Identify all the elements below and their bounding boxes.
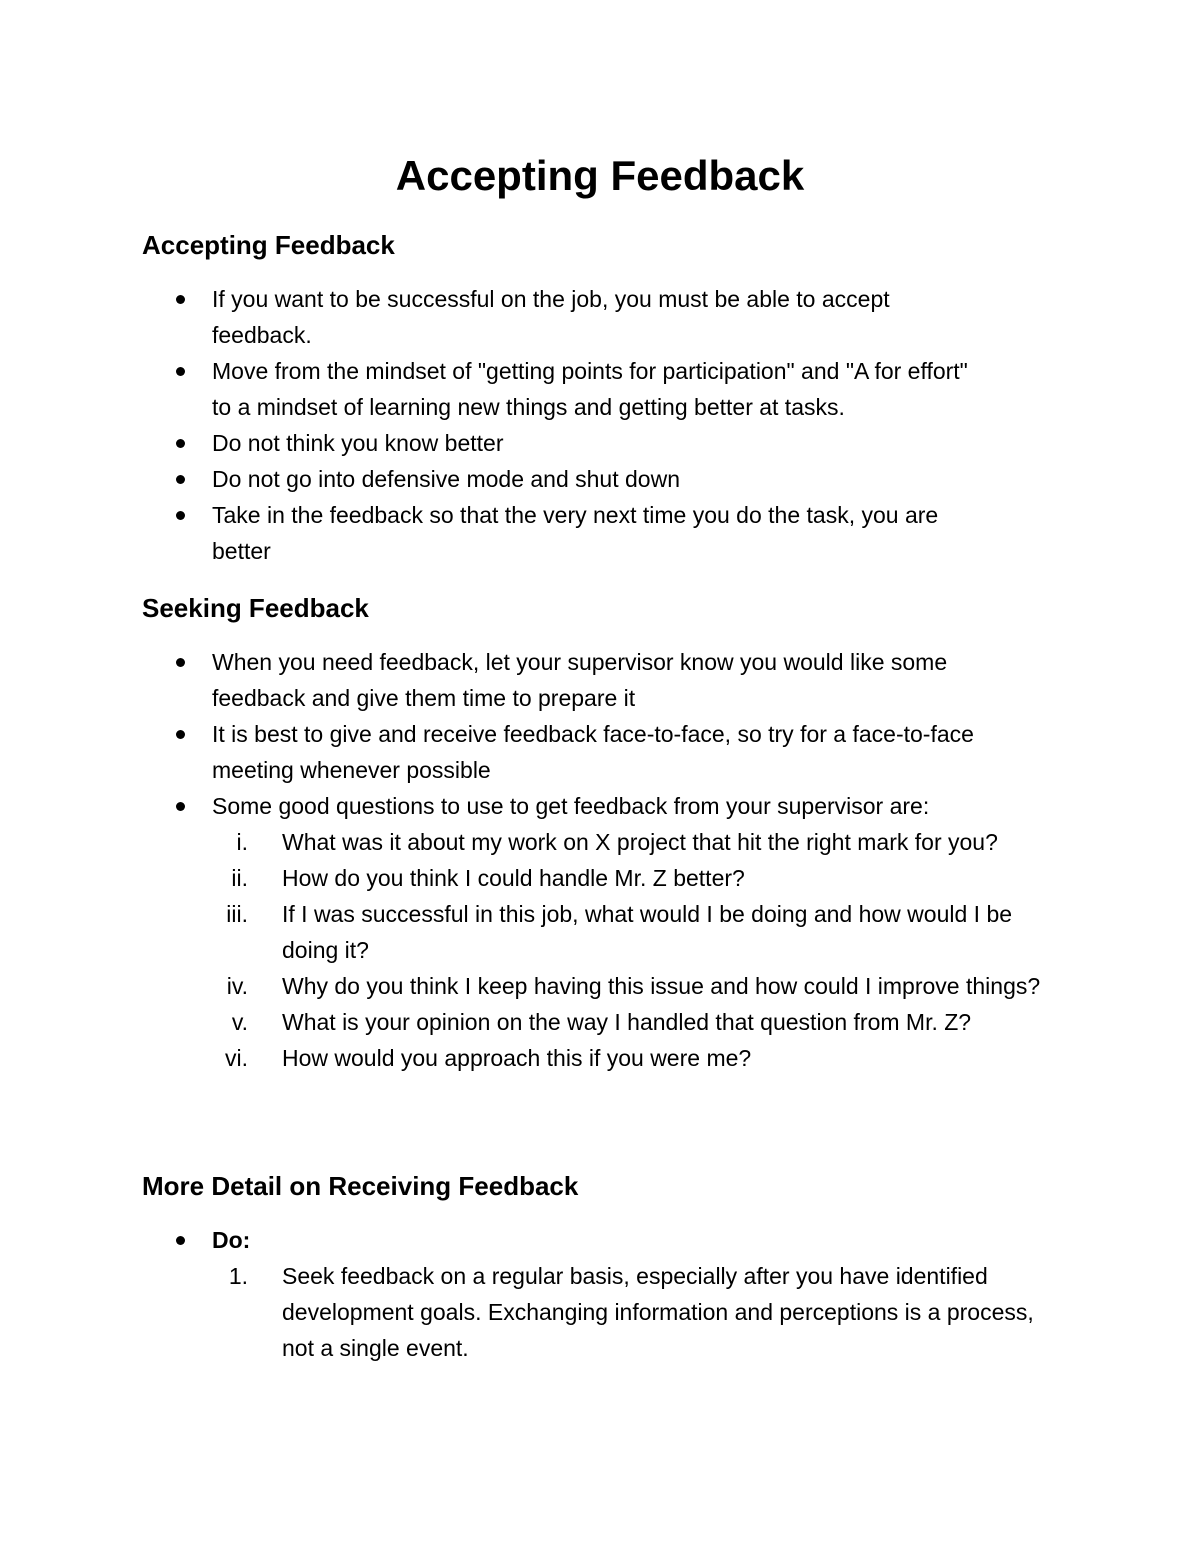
question-item (212, 1004, 1042, 1040)
receiving-feedback-list (142, 1222, 1062, 1366)
list-marker: iv. (226, 973, 248, 999)
question-item (212, 860, 1042, 896)
bullet-icon (176, 439, 185, 448)
bullet-icon (176, 1236, 185, 1245)
question-item (212, 824, 1042, 860)
bullet-icon (176, 295, 185, 304)
document-title: Accepting Feedback (395, 152, 805, 199)
question-item (212, 1040, 1042, 1076)
list-item (142, 716, 1042, 788)
question-text: How do you think I could handle Mr. Z better? (282, 865, 745, 891)
list-item-text: It is best to give and receive feedback face-to-face, so try for a face-to-face meeting whenever possible (212, 721, 974, 783)
accepting-feedback-list (142, 281, 972, 569)
list-item-text: Do not think you know better (212, 430, 504, 456)
bullet-icon (176, 475, 185, 484)
list-item (142, 281, 972, 353)
list-marker: vi. (225, 1045, 248, 1071)
section-heading-seeking-feedback: Seeking Feedback (142, 593, 369, 623)
list-marker: ii. (231, 865, 248, 891)
list-marker: iii. (226, 901, 248, 927)
list-item (142, 1222, 1062, 1366)
numbered-item (212, 1258, 1062, 1366)
bullet-icon (176, 367, 185, 376)
list-item (142, 353, 972, 425)
seeking-feedback-list (142, 644, 1042, 1076)
list-item (142, 788, 1042, 1076)
question-text: How would you approach this if you were me? (282, 1045, 752, 1071)
list-marker: 1. (228, 1263, 248, 1289)
bullet-icon (176, 730, 185, 739)
do-numbered-list (212, 1258, 1062, 1366)
list-item-text: Do not go into defensive mode and shut down (212, 466, 680, 492)
feedback-questions-list (212, 824, 1042, 1076)
list-item (142, 461, 972, 497)
question-item (212, 968, 1042, 1004)
list-item-text: Move from the mindset of "getting points for participation" and "A for effort" to a mindset of learning new things and getting better at tasks. (212, 358, 968, 420)
section-heading-more-detail: More Detail on Receiving Feedback (142, 1171, 579, 1201)
list-marker: i. (236, 829, 248, 855)
list-item-text: If you want to be successful on the job, you must be able to accept feedback. (212, 286, 890, 348)
question-item (212, 896, 1042, 968)
question-text: Why do you think I keep having this issue and how could I improve things? (282, 973, 1041, 999)
list-item (142, 644, 1042, 716)
bullet-icon (176, 511, 185, 520)
numbered-item-text: Seek feedback on a regular basis, especially after you have identified development goals. Exchanging information and perceptions is a process, not a single event. (282, 1263, 1034, 1361)
list-marker: v. (231, 1009, 248, 1035)
section-heading-accepting-feedback: Accepting Feedback (142, 230, 395, 260)
bullet-icon (176, 802, 185, 811)
list-item (142, 497, 972, 569)
list-item-text: Take in the feedback so that the very next time you do the task, you are better (212, 502, 939, 564)
bullet-icon (176, 658, 185, 667)
question-text: What was it about my work on X project that hit the right mark for you? (282, 829, 998, 855)
list-item (142, 425, 972, 461)
question-text: If I was successful in this job, what would I be doing and how would I be doing it? (282, 901, 1013, 963)
list-item-text: Some good questions to use to get feedback from your supervisor are: (212, 793, 930, 819)
question-text: What is your opinion on the way I handled that question from Mr. Z? (282, 1009, 972, 1035)
list-item-text: Do: (212, 1227, 251, 1253)
list-item-text: When you need feedback, let your supervisor know you would like some feedback and give them time to prepare it (212, 649, 948, 711)
